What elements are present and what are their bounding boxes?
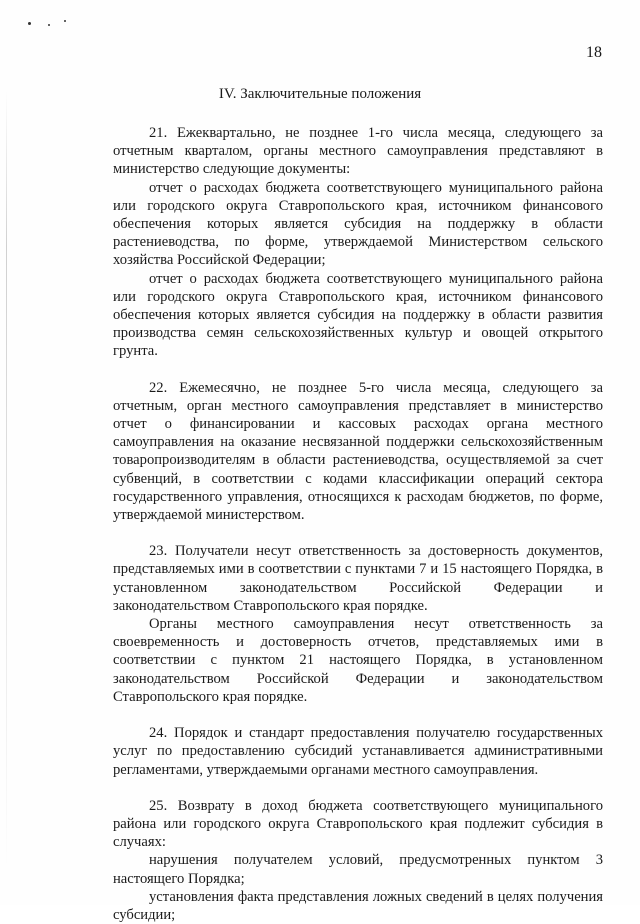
scan-speck bbox=[28, 22, 31, 25]
paragraph: отчет о расходах бюджета соответствующего муниципального района или городского округа Ставропольского края, источником финансового обеспечения которых является субсидия на поддержку в области развития производства семян сельскохозяйственных культур и овощей открытого грунта. bbox=[113, 270, 603, 360]
paragraph: 23. Получатели несут ответственность за достоверность документов, представляемых ими в соответствии с пунктами 7 и 15 настоящего Порядка, в установленном законодательством Российской Федерации и законодательством Ставропольского края порядке. bbox=[113, 543, 603, 614]
scan-speck bbox=[48, 24, 50, 26]
paragraph: 24. Порядок и стандарт предоставления получателю государственных услуг по предоставлению субсидий устанавливается административными регламентами, утверждаемыми органами местного самоуправления. bbox=[113, 725, 603, 778]
scan-edge-shadow bbox=[6, 90, 7, 870]
paragraph: нарушения получателем условий, предусмотренных пунктом 3 настоящего Порядка; bbox=[113, 852, 603, 887]
body-text bbox=[113, 124, 603, 924]
scan-speck bbox=[64, 20, 66, 22]
section-heading: IV. Заключительные положения bbox=[218, 86, 422, 102]
page-number: 18 bbox=[586, 44, 602, 61]
paragraph: 22. Ежемесячно, не позднее 5-го числа месяца, следующего за отчетным, орган местного самоуправления представляет в министерство отчет о финансировании и кассовых расходах органа местного самоуправления на оказание несвязанной поддержки сельскохозяйственным товаропроизводителям в области растениеводства, осуществляемой за счет субвенций, в соответствии с кодами классификации операций сектора государственного управления, относящихся к расходам бюджетов, по форме, утверждаемой министерством. bbox=[113, 379, 603, 524]
paragraph: установления факта представления ложных сведений в целях получения субсидии; bbox=[113, 888, 603, 923]
paragraph: 25. Возврату в доход бюджета соответствующего муниципального района или городского округа Ставропольского края подлежит субсидия в случаях: bbox=[113, 797, 603, 851]
paragraph: отчет о расходах бюджета соответствующего муниципального района или городского округа Ставропольского края, источником финансового обеспечения которых является субсидия на поддержку в области растениеводства, по форме, утверждаемой Министерством сельского хозяйства Российской Федерации; bbox=[113, 179, 603, 269]
paragraph: Органы местного самоуправления несут ответственность за своевременность и достоверность отчетов, представляемых ими в соответствии с пунктом 21 настоящего Порядка, в установленном законодательством Российской Федерации и законодательством Ставропольского края порядке. bbox=[113, 616, 603, 705]
paragraph: 21. Ежеквартально, не позднее 1-го числа месяца, следующего за отчетным кварталом, органы местного самоуправления представляют в министерство следующие документы: bbox=[113, 125, 603, 178]
